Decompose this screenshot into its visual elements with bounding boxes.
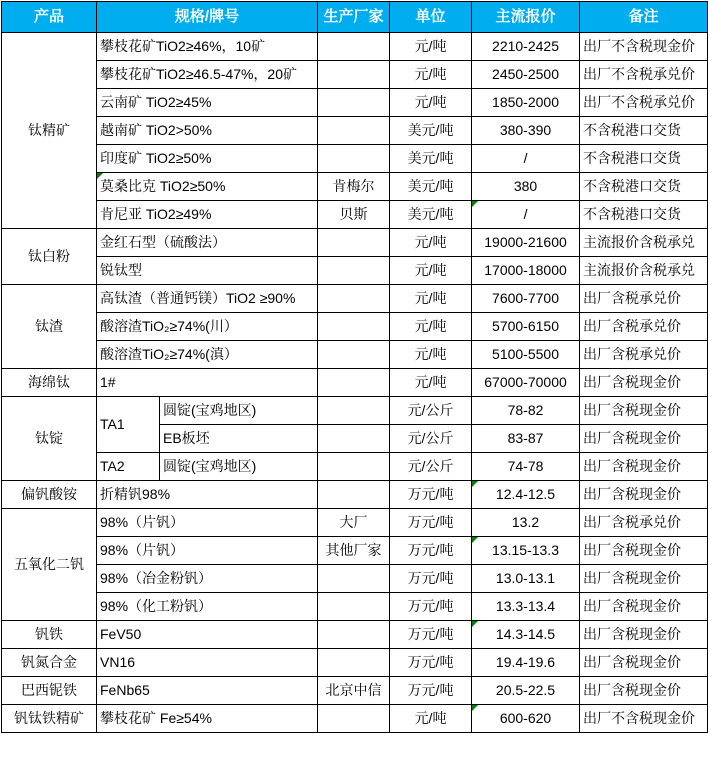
table-row bbox=[2, 201, 708, 229]
cell-price: 600-620 bbox=[472, 705, 580, 733]
cell-price: 380-390 bbox=[472, 117, 580, 145]
cell-remark: 出厂含税现金价 bbox=[580, 453, 708, 481]
cell-spec-form: 圆锭(宝鸡地区) bbox=[160, 453, 318, 481]
cell-price: / bbox=[472, 145, 580, 173]
cell-price: 83-87 bbox=[472, 425, 580, 453]
header-unit: 单位 bbox=[390, 2, 472, 33]
table-row bbox=[2, 341, 708, 369]
table-row bbox=[2, 369, 708, 397]
cell-manufacturer bbox=[318, 565, 390, 593]
cell-manufacturer bbox=[318, 285, 390, 313]
cell-product: 钛锭 bbox=[2, 397, 97, 481]
cell-manufacturer: 贝斯 bbox=[318, 201, 390, 229]
cell-unit: 元/吨 bbox=[390, 89, 472, 117]
cell-unit: 元/吨 bbox=[390, 229, 472, 257]
cell-remark: 出厂含税承兑价 bbox=[580, 285, 708, 313]
cell-manufacturer bbox=[318, 481, 390, 509]
table-row bbox=[2, 453, 708, 481]
cell-spec: VN16 bbox=[97, 649, 318, 677]
cell-unit: 元/吨 bbox=[390, 257, 472, 285]
cell-spec-grade: TA2 bbox=[97, 453, 160, 481]
table-row bbox=[2, 705, 708, 733]
cell-unit: 元/吨 bbox=[390, 313, 472, 341]
cell-spec: 98%（化工粉钒） bbox=[97, 593, 318, 621]
header-spec: 规格/牌号 bbox=[97, 2, 318, 33]
cell-manufacturer bbox=[318, 313, 390, 341]
cell-price: 78-82 bbox=[472, 397, 580, 425]
cell-manufacturer bbox=[318, 397, 390, 425]
cell-spec-form: 圆锭(宝鸡地区) bbox=[160, 397, 318, 425]
cell-remark: 出厂含税承兑价 bbox=[580, 341, 708, 369]
table-row bbox=[2, 173, 708, 201]
cell-remark: 不含税港口交货 bbox=[580, 145, 708, 173]
cell-price: 13.0-13.1 bbox=[472, 565, 580, 593]
cell-spec: 肯尼亚 TiO2≥49% bbox=[97, 201, 318, 229]
cell-spec: 印度矿 TiO2≥50% bbox=[97, 145, 318, 173]
cell-remark: 出厂不含税承兑价 bbox=[580, 61, 708, 89]
header-row bbox=[2, 2, 708, 33]
cell-manufacturer: 北京中信 bbox=[318, 677, 390, 705]
cell-spec: 莫桑比克 TiO2≥50% bbox=[97, 173, 318, 201]
cell-remark: 出厂含税现金价 bbox=[580, 565, 708, 593]
table-row bbox=[2, 313, 708, 341]
cell-manufacturer bbox=[318, 229, 390, 257]
table-row bbox=[2, 481, 708, 509]
cell-unit: 美元/吨 bbox=[390, 117, 472, 145]
cell-price: 13.15-13.3 bbox=[472, 537, 580, 565]
cell-spec: FeNb65 bbox=[97, 677, 318, 705]
table-row bbox=[2, 257, 708, 285]
cell-remark: 出厂含税现金价 bbox=[580, 369, 708, 397]
cell-unit: 元/公斤 bbox=[390, 453, 472, 481]
cell-price: 2210-2425 bbox=[472, 33, 580, 61]
cell-manufacturer bbox=[318, 593, 390, 621]
table-row bbox=[2, 649, 708, 677]
cell-unit: 元/吨 bbox=[390, 705, 472, 733]
cell-unit: 万元/吨 bbox=[390, 565, 472, 593]
cell-manufacturer bbox=[318, 453, 390, 481]
cell-price: 17000-18000 bbox=[472, 257, 580, 285]
cell-price: 74-78 bbox=[472, 453, 580, 481]
table-row bbox=[2, 61, 708, 89]
cell-unit: 元/公斤 bbox=[390, 397, 472, 425]
table-row bbox=[2, 285, 708, 313]
cell-product: 钛精矿 bbox=[2, 33, 97, 229]
table-row bbox=[2, 397, 708, 425]
cell-manufacturer bbox=[318, 369, 390, 397]
cell-spec: 1# bbox=[97, 369, 318, 397]
cell-unit: 万元/吨 bbox=[390, 509, 472, 537]
cell-spec: 攀枝花矿 Fe≥54% bbox=[97, 705, 318, 733]
cell-price: 14.3-14.5 bbox=[472, 621, 580, 649]
cell-manufacturer bbox=[318, 649, 390, 677]
table-row bbox=[2, 537, 708, 565]
cell-unit: 美元/吨 bbox=[390, 173, 472, 201]
table-row bbox=[2, 89, 708, 117]
cell-spec: 高钛渣（普通钙镁）TiO2 ≥90% bbox=[97, 285, 318, 313]
cell-remark: 出厂含税现金价 bbox=[580, 537, 708, 565]
cell-product: 钒铁 bbox=[2, 621, 97, 649]
table-row bbox=[2, 509, 708, 537]
cell-price: 2450-2500 bbox=[472, 61, 580, 89]
cell-price: 380 bbox=[472, 173, 580, 201]
cell-spec: 金红石型（硫酸法） bbox=[97, 229, 318, 257]
cell-spec: 折精钒98% bbox=[97, 481, 318, 509]
cell-product: 海绵钛 bbox=[2, 369, 97, 397]
cell-spec: FeV50 bbox=[97, 621, 318, 649]
cell-unit: 万元/吨 bbox=[390, 677, 472, 705]
cell-price: 19.4-19.6 bbox=[472, 649, 580, 677]
cell-price: 19000-21600 bbox=[472, 229, 580, 257]
cell-unit: 元/吨 bbox=[390, 369, 472, 397]
table-row bbox=[2, 565, 708, 593]
cell-unit: 元/吨 bbox=[390, 33, 472, 61]
cell-remark: 出厂含税现金价 bbox=[580, 649, 708, 677]
header-manufacturer: 生产厂家 bbox=[318, 2, 390, 33]
cell-product: 钛白粉 bbox=[2, 229, 97, 285]
header-product: 产品 bbox=[2, 2, 97, 33]
cell-remark: 出厂含税现金价 bbox=[580, 481, 708, 509]
cell-remark: 出厂不含税承兑价 bbox=[580, 89, 708, 117]
cell-product: 偏钒酸铵 bbox=[2, 481, 97, 509]
cell-unit: 元/公斤 bbox=[390, 425, 472, 453]
table-body bbox=[2, 33, 708, 733]
cell-unit: 美元/吨 bbox=[390, 201, 472, 229]
cell-remark: 不含税港口交货 bbox=[580, 201, 708, 229]
cell-unit: 万元/吨 bbox=[390, 649, 472, 677]
cell-unit: 元/吨 bbox=[390, 285, 472, 313]
cell-spec: 98%（片钒） bbox=[97, 509, 318, 537]
header-remark: 备注 bbox=[580, 2, 708, 33]
cell-unit: 美元/吨 bbox=[390, 145, 472, 173]
table-row bbox=[2, 621, 708, 649]
cell-remark: 出厂不含税现金价 bbox=[580, 705, 708, 733]
cell-product: 钛渣 bbox=[2, 285, 97, 369]
cell-unit: 万元/吨 bbox=[390, 481, 472, 509]
cell-spec: 攀枝花矿TiO2≥46.5-47%，20矿 bbox=[97, 61, 318, 89]
table-row bbox=[2, 145, 708, 173]
cell-spec-grade: TA1 bbox=[97, 397, 160, 453]
cell-remark: 出厂含税现金价 bbox=[580, 425, 708, 453]
cell-price: 1850-2000 bbox=[472, 89, 580, 117]
cell-price: / bbox=[472, 201, 580, 229]
cell-product: 钒氮合金 bbox=[2, 649, 97, 677]
cell-manufacturer bbox=[318, 621, 390, 649]
cell-unit: 万元/吨 bbox=[390, 593, 472, 621]
cell-manufacturer bbox=[318, 425, 390, 453]
cell-remark: 出厂含税现金价 bbox=[580, 593, 708, 621]
cell-unit: 万元/吨 bbox=[390, 537, 472, 565]
cell-unit: 万元/吨 bbox=[390, 621, 472, 649]
cell-remark: 主流报价含税承兑 bbox=[580, 229, 708, 257]
cell-manufacturer bbox=[318, 117, 390, 145]
cell-spec: 酸溶渣TiO₂≥74%(川） bbox=[97, 313, 318, 341]
cell-spec: 云南矿 TiO2≥45% bbox=[97, 89, 318, 117]
cell-product: 五氧化二钒 bbox=[2, 509, 97, 621]
cell-remark: 不含税港口交货 bbox=[580, 117, 708, 145]
cell-spec: 攀枝花矿TiO2≥46%，10矿 bbox=[97, 33, 318, 61]
cell-manufacturer bbox=[318, 145, 390, 173]
cell-price: 20.5-22.5 bbox=[472, 677, 580, 705]
table-row bbox=[2, 677, 708, 705]
cell-price: 5700-6150 bbox=[472, 313, 580, 341]
table-row bbox=[2, 33, 708, 61]
cell-manufacturer bbox=[318, 89, 390, 117]
price-table bbox=[1, 1, 708, 733]
cell-remark: 出厂含税现金价 bbox=[580, 677, 708, 705]
cell-manufacturer: 肯梅尔 bbox=[318, 173, 390, 201]
cell-price: 13.3-13.4 bbox=[472, 593, 580, 621]
cell-unit: 元/吨 bbox=[390, 341, 472, 369]
cell-price: 67000-70000 bbox=[472, 369, 580, 397]
table-row bbox=[2, 229, 708, 257]
cell-spec: 98%（片钒） bbox=[97, 537, 318, 565]
cell-manufacturer bbox=[318, 257, 390, 285]
cell-remark: 不含税港口交货 bbox=[580, 173, 708, 201]
cell-price: 7600-7700 bbox=[472, 285, 580, 313]
cell-manufacturer bbox=[318, 33, 390, 61]
cell-unit: 元/吨 bbox=[390, 61, 472, 89]
cell-price: 5100-5500 bbox=[472, 341, 580, 369]
header-price: 主流报价 bbox=[472, 2, 580, 33]
cell-spec-form: EB板坯 bbox=[160, 425, 318, 453]
cell-product: 巴西铌铁 bbox=[2, 677, 97, 705]
cell-price: 13.2 bbox=[472, 509, 580, 537]
cell-remark: 出厂含税现金价 bbox=[580, 397, 708, 425]
cell-product: 钒钛铁精矿 bbox=[2, 705, 97, 733]
cell-remark: 出厂含税现金价 bbox=[580, 621, 708, 649]
cell-remark: 出厂含税承兑价 bbox=[580, 313, 708, 341]
price-report-page bbox=[0, 1, 708, 784]
table-row bbox=[2, 117, 708, 145]
cell-remark: 出厂不含税现金价 bbox=[580, 33, 708, 61]
cell-spec: 锐钛型 bbox=[97, 257, 318, 285]
cell-manufacturer bbox=[318, 341, 390, 369]
cell-spec: 98%（冶金粉钒） bbox=[97, 565, 318, 593]
cell-spec: 酸溶渣TiO₂≥74%(滇） bbox=[97, 341, 318, 369]
cell-manufacturer bbox=[318, 61, 390, 89]
cell-price: 12.4-12.5 bbox=[472, 481, 580, 509]
cell-manufacturer bbox=[318, 705, 390, 733]
cell-remark: 主流报价含税承兑 bbox=[580, 257, 708, 285]
cell-manufacturer: 大厂 bbox=[318, 509, 390, 537]
cell-remark: 出厂含税承兑价 bbox=[580, 509, 708, 537]
cell-spec: 越南矿 TiO2>50% bbox=[97, 117, 318, 145]
table-row bbox=[2, 593, 708, 621]
cell-manufacturer: 其他厂家 bbox=[318, 537, 390, 565]
